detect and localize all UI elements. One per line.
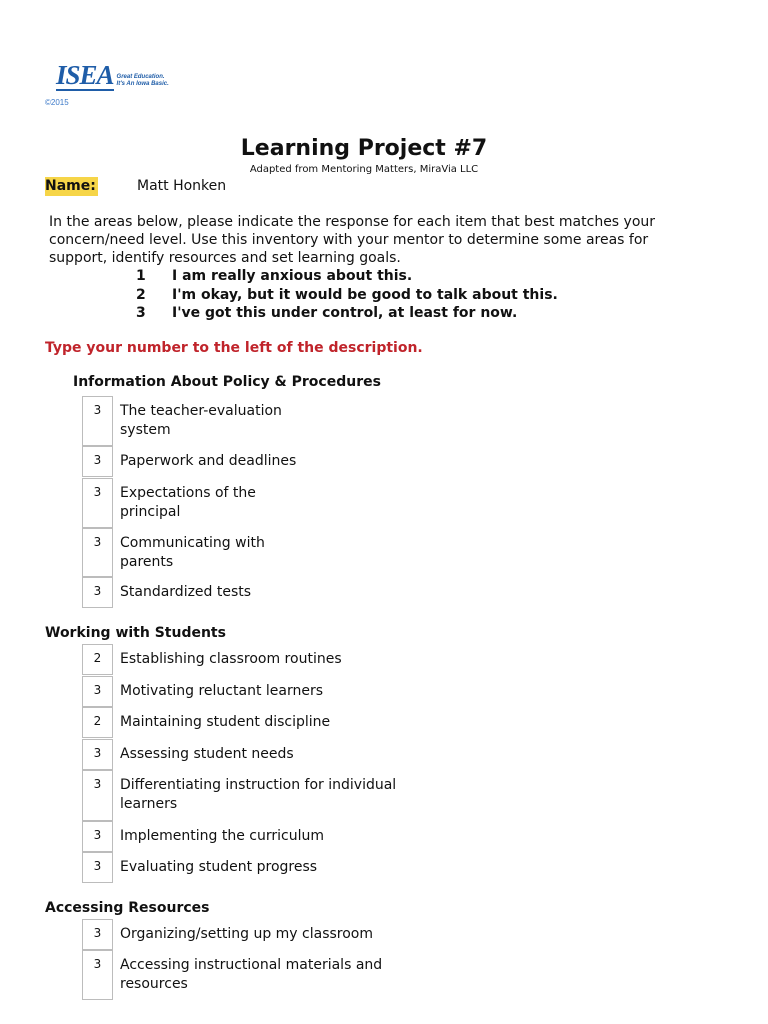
item-description: Paperwork and deadlines: [120, 453, 297, 469]
scale-number: 1: [136, 268, 146, 284]
rating-input[interactable]: 3: [82, 446, 113, 477]
rating-input[interactable]: 3: [82, 478, 113, 528]
item-description: Assessing student needs: [120, 746, 294, 762]
item-description: Evaluating student progress: [120, 859, 318, 875]
item-description: Motivating reluctant learners: [120, 683, 324, 699]
logo-mark: ISEA: [56, 60, 114, 90]
rating-input[interactable]: 3: [82, 770, 113, 821]
item-description: Maintaining student discipline: [120, 714, 331, 730]
section-heading-resources: Accessing Resources: [45, 900, 210, 916]
item-description: Expectations of the principal: [120, 485, 256, 520]
name-field[interactable]: Matt Honken: [137, 178, 227, 194]
rating-input[interactable]: 3: [82, 950, 113, 1000]
scale-item: [136, 268, 696, 284]
page-subtitle: Adapted from Mentoring Matters, MiraVia LLC: [249, 164, 479, 175]
isea-logo: [56, 62, 169, 91]
rating-input[interactable]: 3: [82, 396, 113, 446]
section-heading-students: Working with Students: [45, 625, 226, 641]
name-label: Name:: [45, 178, 96, 194]
item-description: The teacher-evaluation system: [120, 403, 282, 438]
rating-input[interactable]: 2: [82, 707, 113, 738]
item-description: Accessing instructional materials and resources: [120, 957, 383, 992]
copyright-notice: ©2015: [45, 98, 69, 107]
rating-input[interactable]: 3: [82, 528, 113, 577]
item-description: Differentiating instruction for individual learners: [120, 777, 397, 812]
intro-paragraph: In the areas below, please indicate the response for each item that best matches your concern/need level. Use this inventory with your mentor to determine some areas for support, identify resources and set learning goals.: [49, 214, 656, 266]
scale-description: I am really anxious about this.: [172, 268, 413, 284]
rating-input[interactable]: 3: [82, 577, 113, 608]
rating-input[interactable]: 3: [82, 676, 113, 707]
logo-tagline-line-2: It's An Iowa Basic.: [116, 81, 169, 87]
scale-number: 2: [136, 287, 146, 303]
rating-input[interactable]: 3: [82, 852, 113, 883]
scale-description: I've got this under control, at least for now.: [172, 305, 518, 321]
rating-input[interactable]: 3: [82, 739, 113, 770]
logo-tagline-line-1: Great Education.: [116, 74, 165, 80]
rating-input[interactable]: 3: [82, 919, 113, 950]
scale-description: I'm okay, but it would be good to talk about this.: [172, 287, 558, 303]
item-description: Communicating with parents: [120, 535, 265, 570]
scale-number: 3: [136, 305, 146, 321]
item-description: Implementing the curriculum: [120, 828, 324, 844]
instruction-text: Type your number to the left of the description.: [45, 340, 423, 356]
page-title: Learning Project #7: [240, 136, 488, 161]
item-description: Standardized tests: [120, 584, 252, 600]
section-heading-policy: Information About Policy & Procedures: [73, 374, 381, 390]
scale-item: [136, 305, 696, 321]
rating-input[interactable]: 2: [82, 644, 113, 675]
rating-input[interactable]: 3: [82, 821, 113, 852]
item-description: Establishing classroom routines: [120, 651, 342, 667]
item-description: Organizing/setting up my classroom: [120, 926, 374, 942]
scale-item: [136, 287, 696, 303]
logo-tagline: [117, 74, 169, 88]
